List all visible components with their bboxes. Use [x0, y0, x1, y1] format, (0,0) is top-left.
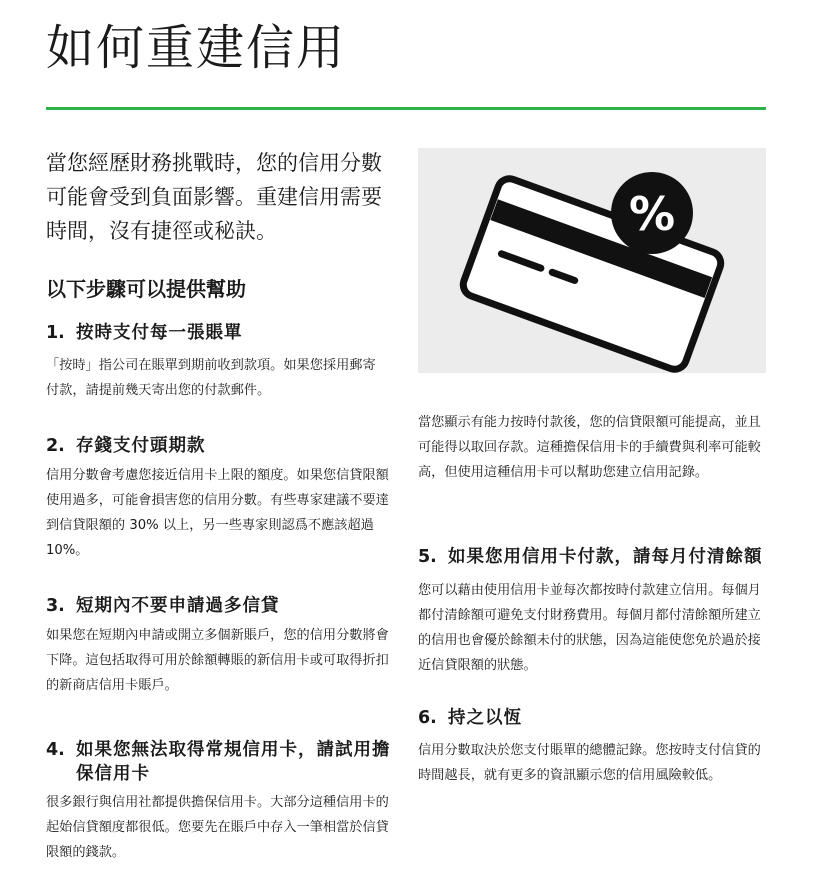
step-number: 5. — [418, 547, 437, 567]
step-number: 1. — [46, 323, 65, 343]
step-6-body: 信用分數取決於您支付賬單的總體記錄。您按時支付信貸的時間越長，就有更多的資訊顯示您的信用風險較低。 — [418, 743, 761, 783]
step-5-body: 您可以藉由使用信用卡並每次都按時付款建立信用。每個月都付清餘額可避免支付財務費用。每個月都付清餘額所建立的信用也會優於餘額未付的狀態，因為這能使您免於過於接近信貸限額的狀態。 — [418, 583, 761, 673]
steps-heading: 以下步驟可以提供幫助 — [46, 277, 246, 301]
step-3-heading — [46, 594, 396, 618]
page-title: 如何重建信用 — [46, 20, 347, 76]
credit-card-illustration — [418, 148, 766, 373]
credit-card-percent-icon — [418, 148, 766, 373]
step-title: 如果您用信用卡付款，請每月付清餘額 — [448, 547, 763, 567]
step-3-body: 如果您在短期內申請或開立多個新賬戶，您的信用分數將會下降。這包括取得可用於餘額轉賬的新信用卡或可取得折扣的新商店信用卡賬戶。 — [46, 628, 389, 693]
step-number: 3. — [46, 596, 65, 616]
title-divider — [46, 107, 766, 110]
step-1-heading — [46, 321, 396, 345]
step-1-body: 「按時」指公司在賬單到期前收到款項。如果您採用郵寄付款，請提前幾天寄出您的付款郵件。 — [46, 358, 376, 398]
step-title: 持之以恆 — [448, 708, 522, 728]
step-title: 存錢支付頭期款 — [76, 436, 206, 456]
step-4-body: 很多銀行與信用社都提供擔保信用卡。大部分這種信用卡的起始信貸額度都很低。您要先在賬戶中存入一筆相當於信貸限額的錢款。 — [46, 795, 389, 860]
step-2-body: 信用分數會考慮您接近信用卡上限的額度。如果您信貸限額使用過多，可能會損害您的信用分數。有些專家建議不要達到信貸限額的 30% 以上，另一些專家則認爲不應該超過 10%。 — [46, 468, 389, 558]
step-number: 4. — [46, 740, 65, 760]
step-title: 短期內不要申請過多信貸 — [76, 596, 280, 616]
step-4-heading — [46, 738, 391, 786]
step-number: 6. — [418, 708, 437, 728]
step-2-heading — [46, 434, 396, 458]
step-4-body-continued: 當您顯示有能力按時付款後，您的信貸限額可能提高，並且可能得以取回存款。這種擔保信用卡的手續費與利率可能較高，但使用這種信用卡可以幫助您建立信用記錄。 — [418, 415, 761, 480]
percent-badge-symbol: % — [628, 187, 676, 241]
step-title: 按時支付每一張賬單 — [76, 323, 243, 343]
step-5-heading — [418, 545, 773, 569]
step-6-heading — [418, 706, 768, 730]
intro-paragraph: 當您經歷財務挑戰時，您的信用分數可能會受到負面影響。重建信用需要時間，沒有捷徑或秘訣。 — [46, 151, 382, 243]
step-title: 如果您無法取得常規信用卡，請試用擔保信用卡 — [76, 740, 391, 784]
step-number: 2. — [46, 436, 65, 456]
